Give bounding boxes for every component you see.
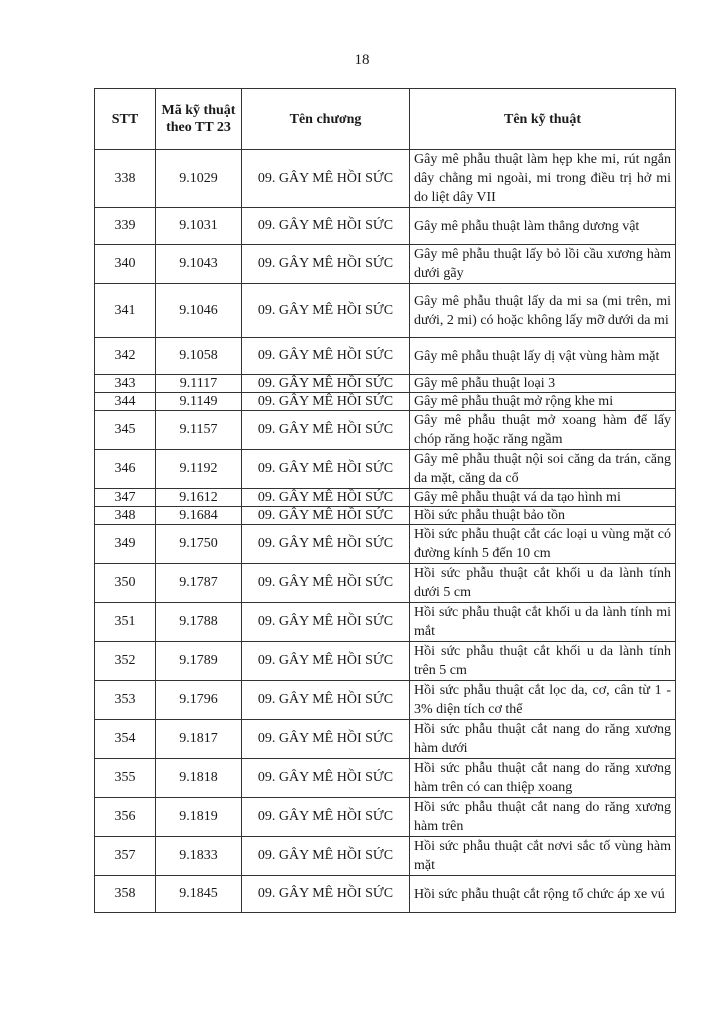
cell-ten-ky-thuat: Gây mê phẫu thuật lấy da mi sa (mi trên, mi dưới, 2 mi) có hoặc không lấy mỡ dưới da mi xyxy=(410,284,676,338)
table-row xyxy=(95,837,676,876)
table-row xyxy=(95,338,676,375)
table-row xyxy=(95,876,676,913)
cell-ma: 9.1796 xyxy=(156,681,242,720)
cell-stt: 356 xyxy=(95,798,156,837)
cell-stt: 355 xyxy=(95,759,156,798)
cell-chuong: 09. GÂY MÊ HỒI SỨC xyxy=(242,338,410,375)
cell-ten-ky-thuat: Gây mê phẫu thuật làm hẹp khe mi, rút ngắn dây chằng mi ngoài, mi trong điều trị hở mi do liệt dây VII xyxy=(410,150,676,208)
cell-chuong: 09. GÂY MÊ HỒI SỨC xyxy=(242,150,410,208)
cell-ten-ky-thuat: Gây mê phẫu thuật mở rộng khe mi xyxy=(410,393,676,411)
cell-ma: 9.1818 xyxy=(156,759,242,798)
cell-ten-ky-thuat: Gây mê phẫu thuật mở xoang hàm để lấy chóp răng hoặc răng ngầm xyxy=(410,411,676,450)
table-row xyxy=(95,798,676,837)
cell-chuong: 09. GÂY MÊ HỒI SỨC xyxy=(242,411,410,450)
header-ma-ky-thuat: Mã kỹ thuật theo TT 23 xyxy=(156,89,242,150)
cell-ten-ky-thuat: Hồi sức phẫu thuật cắt nang do răng xương hàm dưới xyxy=(410,720,676,759)
cell-ma: 9.1788 xyxy=(156,603,242,642)
cell-ten-ky-thuat: Hồi sức phẫu thuật cắt nang do răng xương hàm trên xyxy=(410,798,676,837)
cell-ten-ky-thuat: Gây mê phẫu thuật làm thẳng dương vật xyxy=(410,208,676,245)
cell-chuong: 09. GÂY MÊ HỒI SỨC xyxy=(242,393,410,411)
cell-ten-ky-thuat: Hồi sức phẫu thuật cắt lọc da, cơ, cân từ 1 - 3% diện tích cơ thể xyxy=(410,681,676,720)
table-row xyxy=(95,603,676,642)
header-ten-ky-thuat: Tên kỹ thuật xyxy=(410,89,676,150)
cell-stt: 338 xyxy=(95,150,156,208)
cell-chuong: 09. GÂY MÊ HỒI SỨC xyxy=(242,208,410,245)
header-stt: STT xyxy=(95,89,156,150)
cell-stt: 358 xyxy=(95,876,156,913)
cell-chuong: 09. GÂY MÊ HỒI SỨC xyxy=(242,642,410,681)
cell-ten-ky-thuat: Hồi sức phẫu thuật cắt các loại u vùng mặt có đường kính 5 đến 10 cm xyxy=(410,525,676,564)
cell-ma: 9.1157 xyxy=(156,411,242,450)
table-row xyxy=(95,489,676,507)
cell-chuong: 09. GÂY MÊ HỒI SỨC xyxy=(242,375,410,393)
cell-ten-ky-thuat: Hồi sức phẫu thuật cắt nơvi sắc tố vùng hàm mặt xyxy=(410,837,676,876)
cell-ten-ky-thuat: Hồi sức phẫu thuật cắt khối u da lành tính trên 5 cm xyxy=(410,642,676,681)
table-row xyxy=(95,393,676,411)
cell-chuong: 09. GÂY MÊ HỒI SỨC xyxy=(242,603,410,642)
cell-stt: 342 xyxy=(95,338,156,375)
cell-stt: 348 xyxy=(95,507,156,525)
cell-chuong: 09. GÂY MÊ HỒI SỨC xyxy=(242,759,410,798)
page-number: 18 xyxy=(354,52,370,68)
cell-ma: 9.1819 xyxy=(156,798,242,837)
cell-ten-ky-thuat: Hồi sức phẫu thuật cắt khối u da lành tính mi mắt xyxy=(410,603,676,642)
table-row xyxy=(95,150,676,208)
table-row xyxy=(95,245,676,284)
cell-ma: 9.1750 xyxy=(156,525,242,564)
cell-chuong: 09. GÂY MÊ HỒI SỨC xyxy=(242,876,410,913)
cell-chuong: 09. GÂY MÊ HỒI SỨC xyxy=(242,489,410,507)
cell-ma: 9.1046 xyxy=(156,284,242,338)
table-row xyxy=(95,411,676,450)
cell-ten-ky-thuat: Gây mê phẫu thuật lấy bỏ lồi cầu xương hàm dưới gãy xyxy=(410,245,676,284)
table-row xyxy=(95,450,676,489)
cell-stt: 341 xyxy=(95,284,156,338)
table-row xyxy=(95,564,676,603)
cell-ten-ky-thuat: Gây mê phẫu thuật loại 3 xyxy=(410,375,676,393)
cell-stt: 357 xyxy=(95,837,156,876)
table-row xyxy=(95,507,676,525)
cell-ma: 9.1149 xyxy=(156,393,242,411)
cell-ma: 9.1043 xyxy=(156,245,242,284)
cell-ten-ky-thuat: Gây mê phẫu thuật lấy dị vật vùng hàm mặt xyxy=(410,338,676,375)
table-row xyxy=(95,720,676,759)
cell-chuong: 09. GÂY MÊ HỒI SỨC xyxy=(242,837,410,876)
cell-ma: 9.1789 xyxy=(156,642,242,681)
cell-stt: 339 xyxy=(95,208,156,245)
cell-stt: 350 xyxy=(95,564,156,603)
cell-chuong: 09. GÂY MÊ HỒI SỨC xyxy=(242,798,410,837)
cell-stt: 340 xyxy=(95,245,156,284)
cell-stt: 351 xyxy=(95,603,156,642)
cell-ma: 9.1192 xyxy=(156,450,242,489)
cell-chuong: 09. GÂY MÊ HỒI SỨC xyxy=(242,681,410,720)
cell-ten-ky-thuat: Hồi sức phẫu thuật cắt rộng tổ chức áp xe vú xyxy=(410,876,676,913)
cell-stt: 349 xyxy=(95,525,156,564)
cell-ma: 9.1845 xyxy=(156,876,242,913)
table-row xyxy=(95,525,676,564)
cell-ma: 9.1787 xyxy=(156,564,242,603)
cell-chuong: 09. GÂY MÊ HỒI SỨC xyxy=(242,720,410,759)
cell-stt: 345 xyxy=(95,411,156,450)
cell-ma: 9.1031 xyxy=(156,208,242,245)
cell-ma: 9.1029 xyxy=(156,150,242,208)
cell-stt: 346 xyxy=(95,450,156,489)
header-ten-chuong: Tên chương xyxy=(242,89,410,150)
cell-ma: 9.1684 xyxy=(156,507,242,525)
table-row xyxy=(95,759,676,798)
cell-ten-ky-thuat: Hồi sức phẫu thuật bảo tồn xyxy=(410,507,676,525)
table-header-row xyxy=(95,89,676,150)
cell-stt: 354 xyxy=(95,720,156,759)
cell-ma: 9.1612 xyxy=(156,489,242,507)
cell-chuong: 09. GÂY MÊ HỒI SỨC xyxy=(242,564,410,603)
cell-ten-ky-thuat: Gây mê phẫu thuật vá da tạo hình mi xyxy=(410,489,676,507)
cell-stt: 352 xyxy=(95,642,156,681)
cell-chuong: 09. GÂY MÊ HỒI SỨC xyxy=(242,507,410,525)
table-row xyxy=(95,642,676,681)
cell-stt: 343 xyxy=(95,375,156,393)
cell-chuong: 09. GÂY MÊ HỒI SỨC xyxy=(242,245,410,284)
table-row xyxy=(95,681,676,720)
cell-chuong: 09. GÂY MÊ HỒI SỨC xyxy=(242,450,410,489)
cell-ma: 9.1833 xyxy=(156,837,242,876)
table-row xyxy=(95,284,676,338)
cell-ten-ky-thuat: Hồi sức phẫu thuật cắt nang do răng xương hàm trên có can thiệp xoang xyxy=(410,759,676,798)
cell-chuong: 09. GÂY MÊ HỒI SỨC xyxy=(242,525,410,564)
table-row xyxy=(95,208,676,245)
cell-stt: 353 xyxy=(95,681,156,720)
cell-ten-ky-thuat: Hồi sức phẫu thuật cắt khối u da lành tính dưới 5 cm xyxy=(410,564,676,603)
cell-chuong: 09. GÂY MÊ HỒI SỨC xyxy=(242,284,410,338)
cell-ma: 9.1817 xyxy=(156,720,242,759)
cell-stt: 347 xyxy=(95,489,156,507)
technique-table xyxy=(94,88,676,913)
cell-ma: 9.1058 xyxy=(156,338,242,375)
cell-ma: 9.1117 xyxy=(156,375,242,393)
table-row xyxy=(95,375,676,393)
cell-ten-ky-thuat: Gây mê phẫu thuật nội soi căng da trán, căng da mặt, căng da cổ xyxy=(410,450,676,489)
cell-stt: 344 xyxy=(95,393,156,411)
